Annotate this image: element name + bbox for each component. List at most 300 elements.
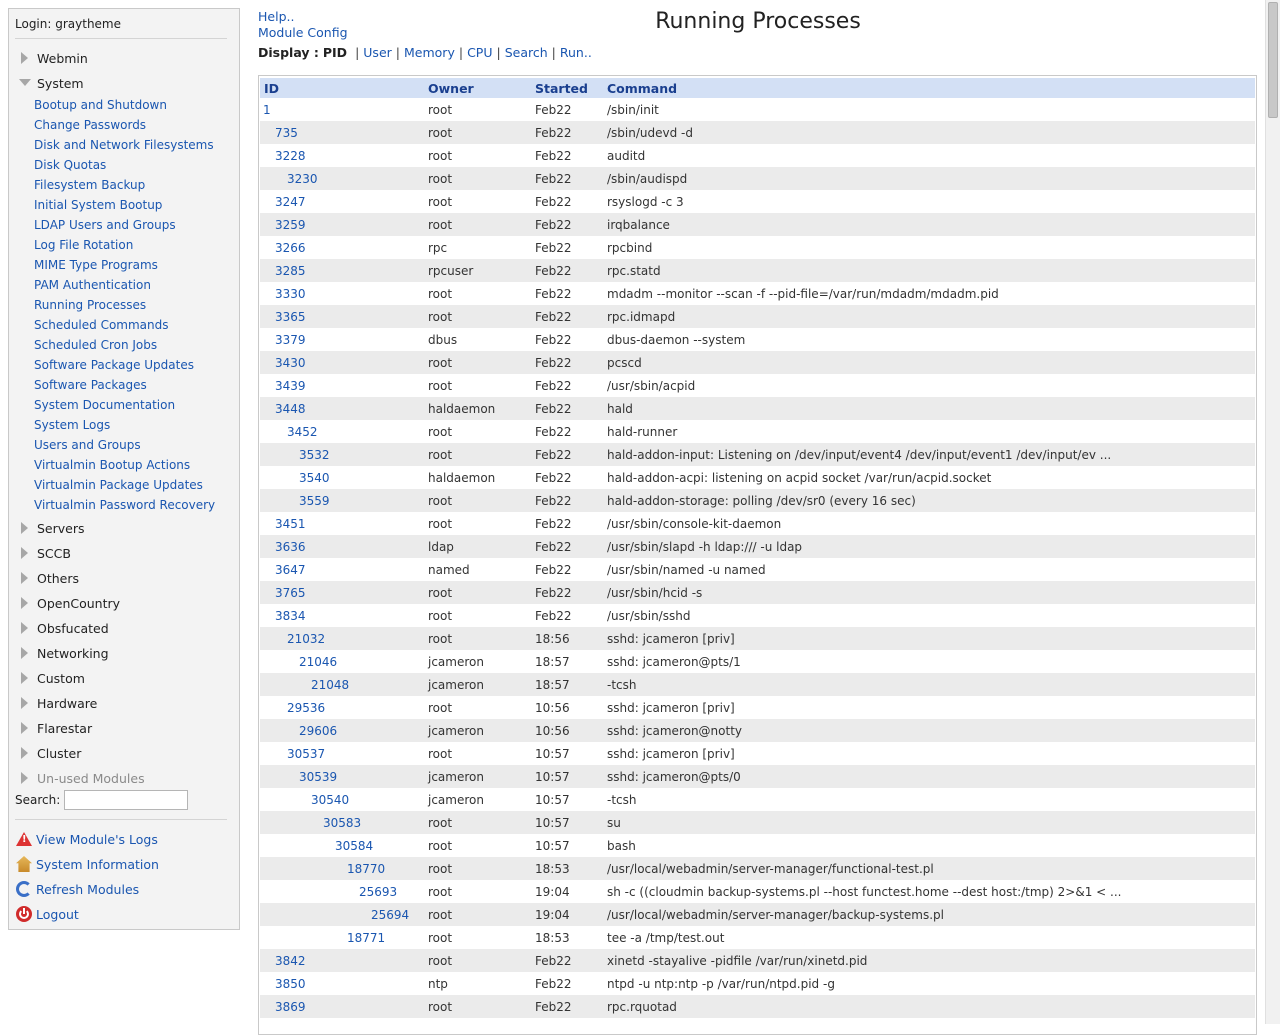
pid-cell (260, 167, 428, 190)
started-cell: 10:57 (535, 811, 607, 834)
command-cell: sshd: jcameron [priv] (607, 700, 735, 715)
pid-link[interactable]: 3430 (275, 355, 306, 370)
table-row (260, 328, 1255, 351)
owner-cell: root (428, 286, 453, 301)
category-label: SCCB (37, 545, 71, 561)
separator: | (496, 45, 501, 60)
pid-link[interactable]: 3330 (275, 286, 306, 301)
started-cell: 10:57 (535, 765, 607, 788)
started-cell: Feb22 (535, 581, 607, 604)
refresh-modules-link[interactable] (16, 880, 139, 898)
command-cell: mdadm --monitor --scan -f --pid-file=/var/run/mdadm/mdadm.pid (607, 286, 999, 301)
refresh-icon (16, 881, 32, 897)
command-cell: rsyslogd -c 3 (607, 194, 684, 209)
display-option-search[interactable]: Search (504, 45, 548, 60)
started-cell: Feb22 (535, 167, 607, 190)
owner-cell: jcameron (428, 792, 484, 807)
module-link-system-documentation[interactable]: System Documentation (34, 398, 176, 412)
pid-cell (260, 489, 428, 512)
table-row (260, 949, 1255, 972)
started-cell: Feb22 (535, 516, 572, 531)
owner-cell: root (428, 581, 535, 604)
pid-link[interactable]: 3448 (275, 401, 306, 416)
table-row (260, 466, 1255, 489)
pid-link[interactable]: 3228 (275, 148, 306, 163)
display-label: Display : (258, 45, 319, 60)
pid-link[interactable]: 3869 (275, 999, 306, 1014)
command-cell: /usr/local/webadmin/server-manager/functional-test.pl (607, 857, 1255, 880)
pid-cell (260, 627, 428, 650)
process-rows (260, 98, 1255, 1018)
category-label: Hardware (37, 695, 98, 711)
category-label: System (37, 75, 84, 91)
owner-cell: root (428, 811, 535, 834)
module-link-virtualmin-package-updates[interactable]: Virtualmin Package Updates (34, 478, 203, 492)
pid-link[interactable]: 3647 (275, 562, 306, 577)
pid-link[interactable]: 3266 (275, 240, 306, 255)
column-owner[interactable]: Owner (428, 78, 535, 98)
pid-link[interactable]: 3365 (275, 309, 306, 324)
command-cell: sh -c ((cloudmin backup-systems.pl --host functest.home --dest host:/tmp) 2>&1 < ... (607, 884, 1122, 899)
module-config-link[interactable]: Module Config (258, 25, 348, 40)
category-system[interactable] (19, 74, 84, 92)
pid-link[interactable]: 3230 (287, 171, 318, 186)
module-link-system-logs[interactable]: System Logs (34, 418, 111, 432)
search-input[interactable] (64, 790, 188, 810)
category-cluster[interactable] (19, 744, 81, 762)
pid-cell (260, 282, 428, 305)
command-cell: rpc.idmapd (607, 305, 1255, 328)
owner-cell: root (428, 857, 535, 880)
pid-link[interactable]: 3285 (275, 263, 306, 278)
command-cell: /usr/sbin/hcid -s (607, 581, 1255, 604)
help-link[interactable]: Help.. (258, 9, 295, 24)
command-cell: sshd: jcameron@pts/0 (607, 765, 1255, 788)
pid-link[interactable]: 3259 (275, 217, 306, 232)
power-icon (16, 906, 32, 922)
pid-link[interactable]: 3452 (287, 424, 318, 439)
pid-cell (260, 512, 428, 535)
separator: | (458, 45, 464, 60)
category-webmin[interactable] (19, 49, 88, 67)
owner-cell: root (428, 608, 453, 623)
owner-cell: root (428, 121, 535, 144)
pid-link[interactable]: 3532 (299, 447, 330, 462)
command-cell: /usr/sbin/console-kit-daemon (607, 516, 782, 531)
table-row (260, 121, 1255, 144)
pid-link[interactable]: 3247 (275, 194, 306, 209)
column-started[interactable]: Started (535, 78, 607, 98)
table-row (260, 512, 1255, 535)
pid-cell (260, 673, 428, 696)
owner-cell: root (428, 213, 535, 236)
display-option-cpu[interactable]: CPU (467, 45, 493, 60)
pid-cell (260, 259, 428, 282)
table-row (260, 374, 1255, 397)
command-cell: /usr/sbin/acpid (607, 378, 696, 393)
pid-link[interactable]: 3850 (275, 976, 306, 991)
pid-link[interactable]: 3451 (275, 516, 306, 531)
owner-cell: dbus (428, 332, 458, 347)
command-cell: sshd: jcameron@notty (607, 719, 1255, 742)
pid-cell (260, 213, 428, 236)
module-link-virtualmin-password-recovery[interactable]: Virtualmin Password Recovery (34, 498, 216, 512)
collapsed-arrow-icon (19, 621, 37, 635)
table-row (260, 742, 1255, 765)
category-label: Flarestar (37, 720, 93, 736)
top-links (258, 9, 348, 41)
category-obsfucated[interactable] (19, 619, 109, 637)
table-row (260, 489, 1255, 512)
owner-cell: root (428, 746, 453, 761)
link-label: Logout (36, 906, 79, 922)
pid-link[interactable]: 3636 (275, 539, 306, 554)
started-cell: 18:57 (535, 654, 570, 669)
command-cell: irqbalance (607, 213, 1255, 236)
pid-cell (260, 742, 428, 765)
owner-cell: root (428, 700, 453, 715)
module-link-running-processes[interactable]: Running Processes (34, 298, 147, 312)
table-row (260, 604, 1255, 627)
category-label: Un-used Modules (37, 770, 145, 786)
pid-link[interactable]: 1 (263, 102, 271, 117)
module-link-software-packages[interactable]: Software Packages (34, 378, 147, 392)
command-cell: rpc.rquotad (607, 995, 1255, 1018)
module-link-virtualmin-bootup-actions[interactable]: Virtualmin Bootup Actions (34, 458, 191, 472)
view-module-s-logs-link[interactable] (16, 830, 158, 848)
table-row (260, 213, 1255, 236)
table-row (260, 420, 1255, 443)
pid-cell (260, 696, 428, 719)
pid-cell (260, 972, 428, 995)
pid-link[interactable]: 25694 (371, 907, 410, 922)
pid-cell (260, 190, 428, 213)
started-cell: Feb22 (535, 305, 607, 328)
started-cell: Feb22 (535, 351, 607, 374)
table-row (260, 903, 1255, 926)
collapsed-arrow-icon (19, 771, 37, 785)
module-link-bootup-and-shutdown[interactable]: Bootup and Shutdown (34, 98, 167, 112)
pid-cell (260, 305, 428, 328)
started-cell: Feb22 (535, 608, 572, 623)
owner-cell: root (428, 884, 453, 899)
table-row (260, 535, 1255, 558)
table-row (260, 558, 1255, 581)
divider (15, 38, 227, 39)
module-link-users-and-groups[interactable]: Users and Groups (34, 438, 141, 452)
column-command[interactable]: Command (607, 78, 1255, 98)
table-row (260, 673, 1255, 696)
owner-cell: ntp (428, 976, 448, 991)
expanded-arrow-icon (19, 76, 37, 90)
collapsed-arrow-icon (19, 546, 37, 560)
owner-cell: jcameron (428, 673, 535, 696)
category-label: Networking (37, 645, 109, 661)
pid-cell (260, 558, 428, 581)
pid-link[interactable]: 735 (275, 125, 298, 140)
module-link-ldap-users-and-groups[interactable]: LDAP Users and Groups (34, 218, 176, 232)
table-row (260, 98, 1255, 121)
command-cell: /sbin/udevd -d (607, 121, 1255, 144)
started-cell: Feb22 (535, 213, 607, 236)
started-cell: Feb22 (535, 976, 572, 991)
pid-cell (260, 535, 428, 558)
table-row (260, 627, 1255, 650)
pid-cell (260, 834, 428, 857)
link-label: Refresh Modules (36, 881, 140, 897)
category-others[interactable] (19, 569, 79, 587)
module-link-log-file-rotation[interactable]: Log File Rotation (34, 238, 134, 252)
started-cell: 19:04 (535, 903, 607, 926)
table-row (260, 144, 1255, 167)
started-cell: 10:56 (535, 700, 570, 715)
collapsed-arrow-icon (19, 671, 37, 685)
started-cell: 10:56 (535, 719, 607, 742)
table-header-row (260, 78, 1255, 98)
pid-cell (260, 788, 428, 811)
owner-cell: root (428, 903, 535, 926)
started-cell: Feb22 (535, 102, 572, 117)
started-cell: 18:57 (535, 673, 607, 696)
table-row (260, 811, 1255, 834)
command-cell: auditd (607, 148, 646, 163)
owner-cell: root (428, 148, 453, 163)
command-cell: sshd: jcameron [priv] (607, 627, 1255, 650)
category-label: Custom (37, 670, 85, 686)
owner-cell: rpcuser (428, 259, 535, 282)
table-row (260, 972, 1255, 995)
table-row (260, 650, 1255, 673)
owner-cell: jcameron (428, 654, 484, 669)
category-un-used-modules[interactable] (19, 769, 145, 787)
table-row (260, 282, 1255, 305)
pid-link[interactable]: 3559 (299, 493, 330, 508)
command-cell: sshd: jcameron@pts/1 (607, 654, 741, 669)
command-cell: dbus-daemon --system (607, 332, 746, 347)
pid-link[interactable]: 30539 (299, 769, 338, 784)
pid-cell (260, 765, 428, 788)
house-icon (16, 856, 32, 872)
owner-cell: root (428, 443, 535, 466)
started-cell: Feb22 (535, 397, 607, 420)
started-cell: 10:57 (535, 746, 570, 761)
pid-cell (260, 926, 428, 949)
command-cell: su (607, 811, 1255, 834)
owner-cell: root (428, 489, 535, 512)
table-row (260, 397, 1255, 420)
sidebar (8, 8, 240, 930)
table-row (260, 351, 1255, 374)
category-sccb[interactable] (19, 544, 71, 562)
owner-cell: root (428, 305, 535, 328)
module-link-pam-authentication[interactable]: PAM Authentication (34, 278, 151, 292)
category-servers[interactable] (19, 519, 85, 537)
pid-cell (260, 236, 428, 259)
category-label: Cluster (37, 745, 82, 761)
started-cell: Feb22 (535, 194, 572, 209)
owner-cell: root (428, 378, 453, 393)
table-row (260, 995, 1255, 1018)
pid-cell (260, 903, 428, 926)
table-row (260, 834, 1255, 857)
owner-cell: root (428, 102, 453, 117)
link-label: View Module's Logs (36, 831, 158, 847)
owner-cell: root (428, 167, 535, 190)
table-row (260, 581, 1255, 604)
command-cell: /sbin/audispd (607, 167, 1255, 190)
table-row (260, 259, 1255, 282)
command-cell: /usr/sbin/sshd (607, 608, 691, 623)
table-row (260, 190, 1255, 213)
owner-cell: named (428, 562, 470, 577)
page-title: Running Processes (655, 9, 861, 34)
command-cell: rpc.statd (607, 259, 1255, 282)
pid-link[interactable]: 30540 (311, 792, 350, 807)
category-networking[interactable] (19, 644, 109, 662)
owner-cell: ldap (428, 535, 535, 558)
started-cell: Feb22 (535, 443, 607, 466)
module-link-mime-type-programs[interactable]: MIME Type Programs (34, 258, 158, 272)
category-label: Webmin (37, 50, 88, 66)
category-hardware[interactable] (19, 694, 97, 712)
command-cell: /usr/local/webadmin/server-manager/backup-systems.pl (607, 903, 1255, 926)
started-cell: Feb22 (535, 259, 607, 282)
command-cell: hald-addon-acpi: listening on acpid socket /var/run/acpid.socket (607, 470, 992, 485)
pid-link[interactable]: 21032 (287, 631, 326, 646)
pid-link[interactable]: 18771 (347, 930, 386, 945)
owner-cell: root (428, 516, 453, 531)
started-cell: 18:53 (535, 857, 607, 880)
command-cell: ntpd -u ntp:ntp -p /var/run/ntpd.pid -g (607, 976, 835, 991)
logout-link[interactable] (16, 905, 79, 923)
started-cell: Feb22 (535, 148, 572, 163)
pid-link[interactable]: 3439 (275, 378, 306, 393)
pid-cell (260, 374, 428, 397)
category-label: Obsfucated (37, 620, 109, 636)
table-row (260, 696, 1255, 719)
command-cell: /usr/sbin/named -u named (607, 562, 766, 577)
started-cell: Feb22 (535, 535, 607, 558)
category-opencountry[interactable] (19, 594, 120, 612)
pid-link[interactable]: 25693 (359, 884, 398, 899)
pid-link[interactable]: 3379 (275, 332, 306, 347)
pid-cell (260, 995, 428, 1018)
process-table-container (258, 75, 1257, 1035)
category-custom[interactable] (19, 669, 85, 687)
module-link-software-package-updates[interactable]: Software Package Updates (34, 358, 194, 372)
owner-cell: root (428, 949, 535, 972)
pid-link[interactable]: 3540 (299, 470, 330, 485)
collapsed-arrow-icon (19, 571, 37, 585)
process-table (260, 78, 1255, 1018)
module-link-disk-and-network-filesystems[interactable]: Disk and Network Filesystems (34, 138, 214, 152)
module-link-change-passwords[interactable]: Change Passwords (34, 118, 147, 132)
table-row (260, 236, 1255, 259)
separator: | (355, 45, 360, 60)
pid-cell (260, 144, 428, 167)
table-row (260, 765, 1255, 788)
system-information-link[interactable] (16, 855, 159, 873)
command-cell: tee -a /tmp/test.out (607, 930, 725, 945)
table-row (260, 443, 1255, 466)
command-cell: -tcsh (607, 673, 1255, 696)
pid-link[interactable]: 29606 (299, 723, 338, 738)
pid-link[interactable]: 3765 (275, 585, 306, 600)
pid-cell (260, 420, 428, 443)
owner-cell: root (428, 930, 453, 945)
pid-link[interactable]: 30583 (323, 815, 362, 830)
command-cell: -tcsh (607, 792, 637, 807)
owner-cell: root (428, 424, 453, 439)
command-cell: /sbin/init (607, 102, 659, 117)
module-link-scheduled-commands[interactable]: Scheduled Commands (34, 318, 169, 332)
link-label: System Information (36, 856, 159, 872)
started-cell: Feb22 (535, 949, 607, 972)
started-cell: Feb22 (535, 995, 607, 1018)
owner-cell: jcameron (428, 719, 535, 742)
search-label: Search: (15, 793, 61, 807)
pid-link[interactable]: 18770 (347, 861, 386, 876)
collapsed-arrow-icon (19, 521, 37, 535)
owner-cell: haldaemon (428, 397, 535, 420)
started-cell: 10:57 (535, 838, 570, 853)
started-cell: Feb22 (535, 332, 572, 347)
display-options (351, 45, 592, 60)
pid-link[interactable]: 3834 (275, 608, 306, 623)
table-row (260, 926, 1255, 949)
module-link-disk-quotas[interactable]: Disk Quotas (34, 158, 107, 172)
column-id[interactable]: ID (260, 78, 428, 98)
separator: | (551, 45, 556, 60)
owner-cell: jcameron (428, 765, 535, 788)
pid-link[interactable]: 30584 (335, 838, 374, 853)
page-scrollbar[interactable] (1265, 0, 1280, 1024)
pid-link[interactable]: 21048 (311, 677, 350, 692)
divider (15, 819, 227, 820)
command-cell: hald (607, 397, 1255, 420)
pid-link[interactable]: 3842 (275, 953, 306, 968)
pid-cell (260, 581, 428, 604)
started-cell: 18:56 (535, 627, 607, 650)
display-option-user[interactable]: User (363, 45, 392, 60)
warning-icon (16, 831, 32, 847)
pid-cell (260, 351, 428, 374)
started-cell: 19:04 (535, 884, 570, 899)
command-cell: hald-addon-storage: polling /dev/sr0 (every 16 sec) (607, 489, 1255, 512)
table-row (260, 880, 1255, 903)
scrollbar-thumb[interactable] (1268, 2, 1278, 118)
command-cell: xinetd -stayalive -pidfile /var/run/xinetd.pid (607, 949, 1255, 972)
pid-link[interactable]: 30537 (287, 746, 326, 761)
command-cell: sshd: jcameron [priv] (607, 746, 735, 761)
module-link-filesystem-backup[interactable]: Filesystem Backup (34, 178, 146, 192)
display-option-memory[interactable]: Memory (404, 45, 455, 60)
pid-link[interactable]: 29536 (287, 700, 326, 715)
display-option-run[interactable]: Run.. (559, 45, 592, 60)
category-label: Others (37, 570, 80, 586)
started-cell: Feb22 (535, 240, 572, 255)
table-row (260, 788, 1255, 811)
display-mode-bar (258, 45, 592, 60)
module-link-scheduled-cron-jobs[interactable]: Scheduled Cron Jobs (34, 338, 158, 352)
started-cell: Feb22 (535, 286, 572, 301)
owner-cell: root (428, 627, 535, 650)
category-flarestar[interactable] (19, 719, 92, 737)
owner-cell: haldaemon (428, 470, 496, 485)
pid-cell (260, 650, 428, 673)
pid-link[interactable]: 21046 (299, 654, 338, 669)
module-link-initial-system-bootup[interactable]: Initial System Bootup (34, 198, 163, 212)
